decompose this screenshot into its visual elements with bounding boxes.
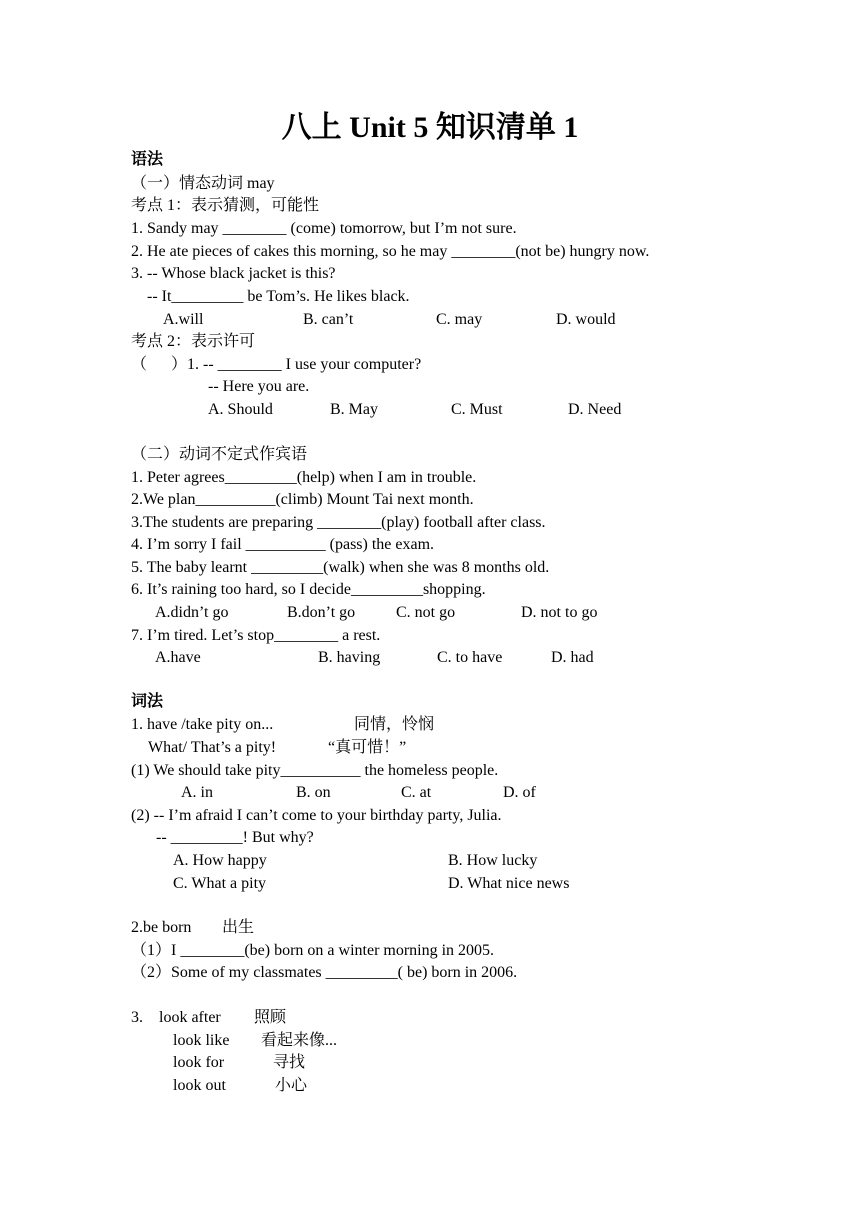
- vocab3-row-phrase: look out: [173, 1077, 226, 1094]
- vocab3-row-meaning: 看起来像...: [261, 1032, 338, 1049]
- q7-option-c: C. to have: [437, 649, 503, 666]
- page-title: 八上 Unit 5 知识清单 1: [281, 111, 579, 144]
- vocab2-meaning: 出生: [222, 919, 255, 936]
- p2q1-option-c: C. Must: [451, 401, 503, 418]
- part1-q2: 2. He ate pieces of cakes this morning, so he may ________(not be) hungry now.: [131, 243, 650, 260]
- ex1-option-a: A. in: [181, 784, 213, 801]
- ex2-option-d: D. What nice news: [448, 875, 570, 892]
- vocab1-phrase: 1. have /take pity on...: [131, 716, 274, 733]
- part2-q3: 3.The students are preparing ________(play) football after class.: [131, 514, 546, 531]
- vocab3-row-meaning: 寻找: [273, 1054, 306, 1071]
- q7-option-d: D. had: [551, 649, 594, 666]
- ex1-option-c: C. at: [401, 784, 432, 801]
- q6-option-a: A.didn’t go: [155, 604, 229, 621]
- q6-option-c: C. not go: [396, 604, 456, 621]
- vocab3-row-phrase: look like: [173, 1032, 230, 1049]
- part1-heading: （一）情态动词 may: [131, 175, 275, 192]
- ex2-option-c: C. What a pity: [173, 875, 267, 892]
- vocab3-phrase: 3. look after: [131, 1009, 221, 1026]
- part2-q7: 7. I’m tired. Let’s stop________ a rest.: [131, 627, 381, 644]
- q3-option-c: C. may: [436, 311, 483, 328]
- part2-q5: 5. The baby learnt _________(walk) when she was 8 months old.: [131, 559, 550, 576]
- q3-option-d: D. would: [556, 311, 616, 328]
- ex2-option-a: A. How happy: [173, 852, 267, 869]
- q6-option-d: D. not to go: [521, 604, 598, 621]
- part2-q4: 4. I’m sorry I fail __________ (pass) the exam.: [131, 536, 435, 553]
- part2-heading: （二）动词不定式作宾语: [131, 446, 308, 463]
- vocab1-meaning: 同情，怜悯: [354, 716, 435, 733]
- point1-heading: 考点 1：表示猜测，可能性: [131, 197, 320, 214]
- vocab1-phrase2: What/ That’s a pity!: [148, 739, 277, 756]
- point2-q1a: （ ）1. -- ________ I use your computer?: [131, 356, 422, 373]
- vocab3-row-phrase: look for: [173, 1054, 225, 1071]
- q7-option-a: A.have: [155, 649, 201, 666]
- q6-option-b: B.don’t go: [287, 604, 356, 621]
- p2q1-option-b: B. May: [330, 401, 378, 418]
- vocab3-meaning: 照顾: [254, 1009, 287, 1026]
- vocab-heading: 词法: [131, 693, 164, 710]
- point2-heading: 考点 2：表示许可: [131, 333, 256, 350]
- vocab1-ex2a: (2) -- I’m afraid I can’t come to your birthday party, Julia.: [131, 807, 502, 824]
- ex1-option-d: D. of: [503, 784, 536, 801]
- ex2-option-b: B. How lucky: [448, 852, 538, 869]
- vocab2-ex2: （2）Some of my classmates _________( be) born in 2006.: [131, 964, 518, 981]
- q3-option-b: B. can’t: [303, 311, 354, 328]
- part1-q3a: 3. -- Whose black jacket is this?: [131, 265, 336, 282]
- p2q1-option-d: D. Need: [568, 401, 622, 418]
- vocab2-ex1: （1）I ________(be) born on a winter morning in 2005.: [131, 942, 495, 959]
- ex1-option-b: B. on: [296, 784, 331, 801]
- q3-option-a: A.will: [163, 311, 204, 328]
- grammar-heading: 语法: [131, 151, 164, 168]
- q7-option-b: B. having: [318, 649, 381, 666]
- vocab1-ex1: (1) We should take pity__________ the homeless people.: [131, 762, 499, 779]
- part2-q6: 6. It’s raining too hard, so I decide_________shopping.: [131, 581, 486, 598]
- vocab1-meaning2: “真可惜！”: [328, 739, 407, 756]
- part2-q2: 2.We plan__________(climb) Mount Tai next month.: [131, 491, 474, 508]
- part2-q1: 1. Peter agrees_________(help) when I am in trouble.: [131, 469, 477, 486]
- vocab2-phrase: 2.be born: [131, 919, 192, 936]
- part1-q1: 1. Sandy may ________ (come) tomorrow, but I’m not sure.: [131, 220, 517, 237]
- point2-q1b: -- Here you are.: [208, 378, 310, 395]
- vocab1-ex2b: -- _________! But why?: [156, 829, 314, 846]
- part1-q3b: -- It_________ be Tom’s. He likes black.: [147, 288, 410, 305]
- vocab3-row-meaning: 小心: [275, 1077, 308, 1094]
- p2q1-option-a: A. Should: [208, 401, 273, 418]
